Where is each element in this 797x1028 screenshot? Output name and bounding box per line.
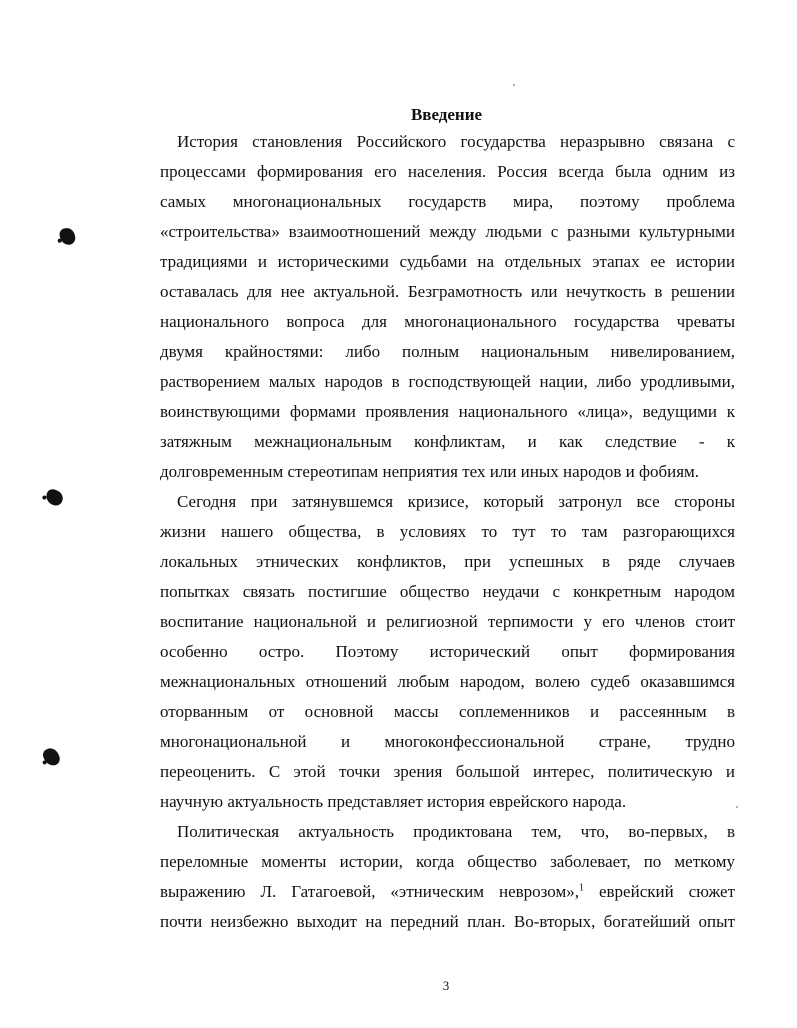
text-fragment: выражению Л. Гатагоевой, «этническим неврозом», [160, 882, 579, 901]
text-line: процессами формирования его населения. Россия всегда была одним из [160, 162, 735, 181]
ink-blot-mark [41, 746, 62, 769]
text-fragment: еврейский сюжет [584, 882, 735, 901]
text-line: «строительства» взаимоотношений между людьми с разными культурными [160, 222, 735, 241]
text-line: научную актуальность представляет история еврейского народа. [160, 792, 627, 811]
text-line: оставалась для нее актуальной. Безграмотность или нечуткость в решении [160, 282, 735, 301]
text-line: затяжным межнациональным конфликтам, и как следствие - к [160, 432, 735, 451]
scan-speck [736, 806, 738, 808]
text-line: национального вопроса для многонационального государства чреваты [160, 312, 735, 331]
ink-blot-mark [58, 227, 76, 247]
section-title: Введение [410, 105, 483, 124]
text-line: переломные моменты истории, когда общество заболевает, по меткому [160, 852, 735, 871]
text-line: межнациональных отношений любым народом, волею судеб оказавшимся [160, 672, 735, 691]
text-line: Сегодня при затянувшемся кризисе, который затронул все стороны [177, 492, 735, 511]
ink-blot-mark [44, 488, 65, 508]
page-number: 3 [442, 978, 450, 993]
text-line: традициями и историческими судьбами на отдельных этапах ее истории [160, 252, 735, 271]
text-line: жизни нашего общества, в условиях то тут то там разгорающихся [160, 522, 735, 541]
text-line: переоценить. С этой точки зрения большой интерес, политическую и [160, 762, 735, 781]
footnote-mark: 1 [579, 882, 584, 894]
text-line: История становления Российского государства неразрывно связана с [177, 132, 735, 151]
text-line: многонациональной и многоконфессиональной стране, трудно [160, 732, 735, 751]
text-line: воспитание национальной и религиозной терпимости у его членов стоит [160, 612, 735, 631]
text-line: почти неизбежно выходит на передний план. Во-вторых, богатейший опыт [160, 912, 735, 931]
text-line: растворением малых народов в господствующей нации, либо уродливыми, [160, 372, 735, 391]
text-line: Политическая актуальность продиктована тем, что, во-первых, в [177, 822, 735, 841]
text-line: особенно остро. Поэтому исторический опыт формирования [160, 642, 735, 661]
text-line: двумя крайностями: либо полным национальным нивелированием, [160, 342, 735, 361]
text-line: долговременным стереотипам неприятия тех или иных народов и фобиям. [160, 462, 700, 481]
text-line-with-footnote [160, 877, 735, 907]
text-line: самых многонациональных государств мира, поэтому проблема [160, 192, 735, 211]
scan-speck [513, 84, 515, 86]
text-line: локальных этнических конфликтов, при успешных в ряде случаев [160, 552, 735, 571]
text-line: оторванным от основной массы соплеменников и рассеянным в [160, 702, 735, 721]
text-line: попытках связать постигшие общество неудачи с конкретным народом [160, 582, 735, 601]
text-line: воинствующими формами проявления национального «лица», ведущими к [160, 402, 735, 421]
